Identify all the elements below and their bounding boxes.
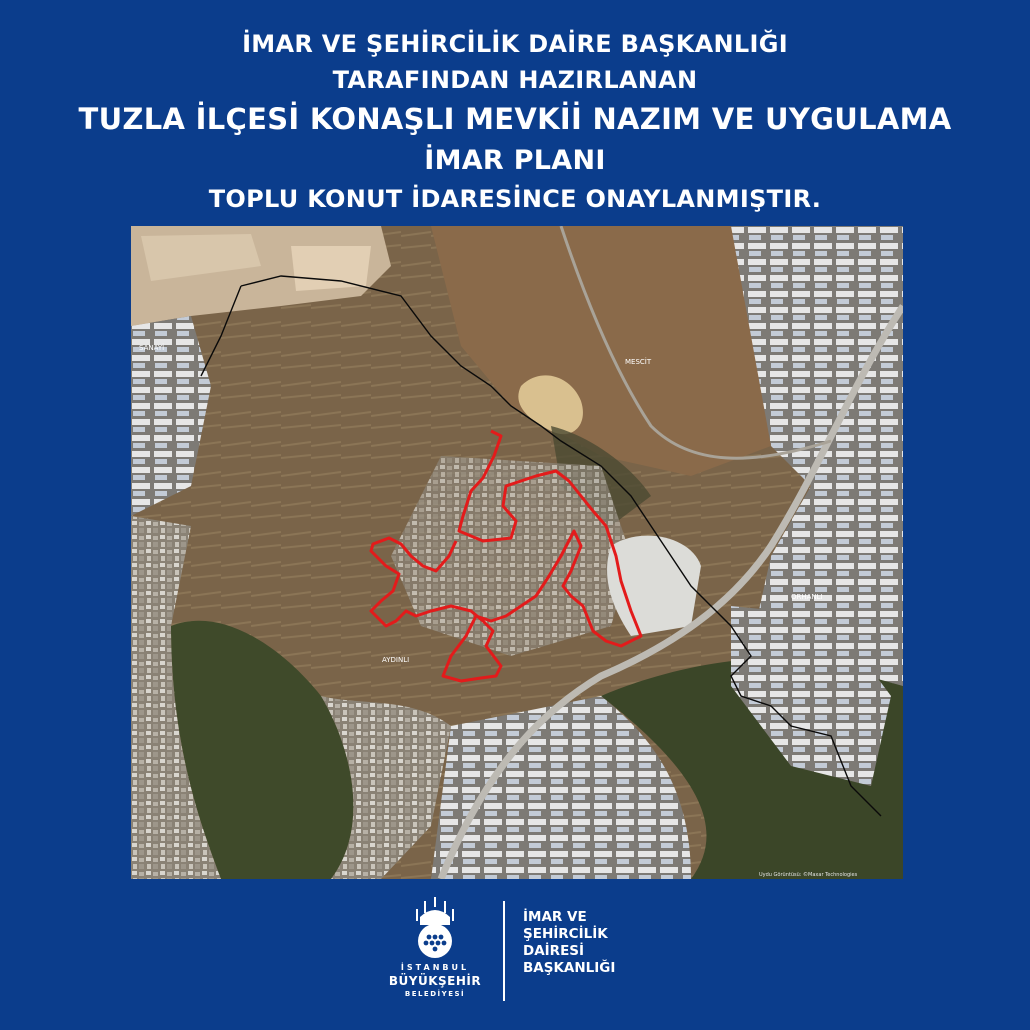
department-line-3: DAİRESİ — [523, 943, 585, 959]
footer — [0, 895, 1030, 1010]
title-line-3: TUZLA İLÇESİ KONAŞLI MEVKİİ NAZIM VE UYGULAMA — [78, 102, 952, 136]
title-line-1: İMAR VE ŞEHİRCİLİK DAİRE BAŞKANLIĞI — [242, 30, 788, 58]
title-line-5: TOPLU KONUT İDARESİNCE ONAYLANMIŞTIR. — [208, 185, 822, 213]
label-aydinli: AYDINLI — [382, 656, 410, 664]
label-mescit: MESCİT — [625, 358, 652, 366]
label-sanayi: SANAYİ — [139, 344, 165, 352]
department-name — [523, 909, 615, 977]
residential-konasli — [391, 456, 631, 656]
logo-text-istanbul: İSTANBUL — [400, 963, 470, 972]
department-line-1: İMAR VE — [523, 909, 587, 925]
department-line-4: BAŞKANLIĞI — [523, 960, 616, 976]
label-orhanli: ORHANLI — [791, 593, 823, 601]
ibb-emblem-icon — [410, 897, 460, 961]
title-line-4: İMAR PLANI — [424, 145, 606, 176]
logo-text-buyuksehir: BÜYÜKŞEHİR — [388, 974, 482, 988]
logo-text-belediyesi: BELEDİYESİ — [404, 990, 466, 998]
department-line-2: ŞEHİRCİLİK — [523, 926, 608, 942]
satellite-map — [131, 226, 903, 879]
quarry-terrace — [291, 246, 371, 291]
footer-divider — [503, 901, 505, 1001]
map-credit: Uydu Görüntüsü: ©Maxar Technologies — [759, 872, 858, 878]
map-svg — [131, 226, 903, 879]
title-line-2: TARAFINDAN HAZIRLANAN — [332, 66, 698, 94]
ibb-logo — [380, 895, 490, 1005]
